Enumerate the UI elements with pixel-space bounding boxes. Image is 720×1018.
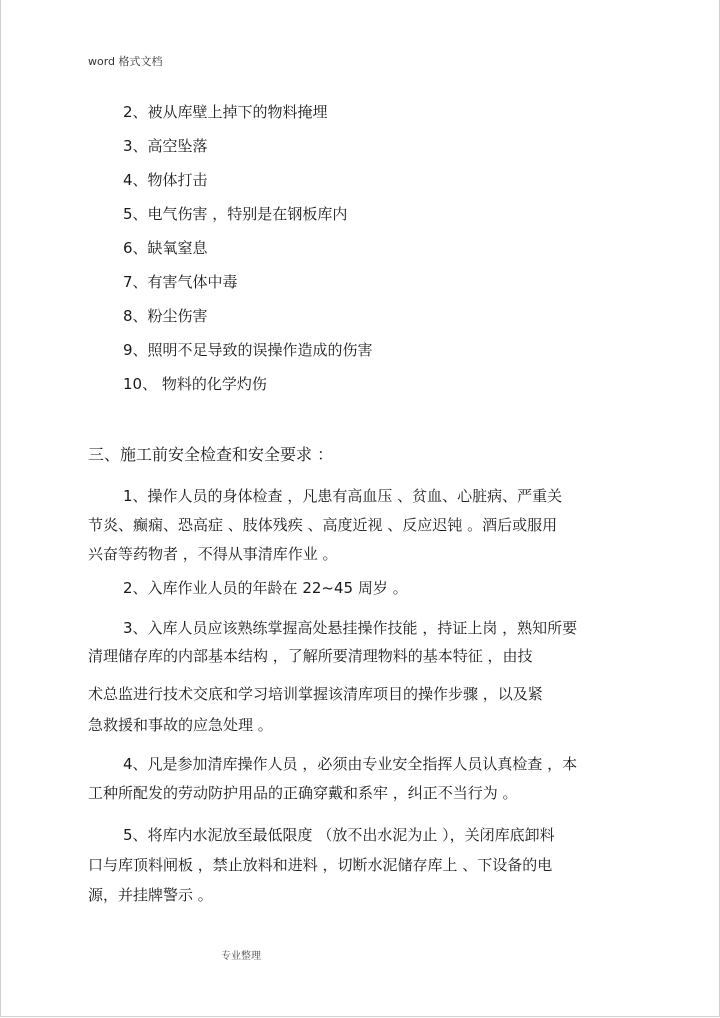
paragraph-line: 1、操作人员的身体检查 ，凡患有高血压 、贫血、心脏病、严重关 [123, 487, 563, 505]
list-item: 9、照明不足导致的误操作造成的伤害 [123, 341, 373, 359]
paragraph-line: 兴奋等药物者 ，不得从事清库作业 。 [88, 545, 338, 563]
paragraph-line: 急救援和事故的应急处理 。 [88, 716, 273, 734]
list-item: 10、 物料的化学灼伤 [123, 375, 267, 393]
list-item: 3、高空坠落 [123, 137, 208, 155]
list-item: 7、有害气体中毒 [123, 273, 238, 291]
list-item: 5、电气伤害 ，特别是在钢板库内 [123, 205, 348, 223]
page-footer: 专业整理 [221, 951, 261, 962]
list-item: 6、缺氧窒息 [123, 239, 208, 257]
list-item: 4、物体打击 [123, 171, 208, 189]
page-header: word 格式文档 [88, 55, 163, 68]
paragraph-line: 5、将库内水泥放至最低限度 （放不出水泥为止 ），关闭库底卸料 [123, 826, 555, 844]
paragraph-line: 术总监进行技术交底和学习培训掌握该清库项目的操作步骤 ，以及紧 [88, 685, 543, 703]
list-item: 2、被从库壁上掉下的物料掩埋 [123, 103, 328, 121]
section-heading: 三、施工前安全检查和安全要求 ： [88, 445, 334, 464]
paragraph-line: 工种所配发的劳动防护用品的正确穿戴和系牢 ，纠正不当行为 。 [88, 784, 518, 802]
paragraph-line: 4、凡是参加清库操作人员 ，必须由专业安全指挥人员认真检查 ，本 [123, 755, 578, 773]
paragraph-line: 清理储存库的内部基本结构 ，了解所要清理物料的基本特征 ，由技 [88, 647, 533, 665]
paragraph-line: 节炎、癫痫、恐高症 、肢体残疾 、高度近视 、反应迟钝 。酒后或服用 [88, 516, 558, 534]
paragraph-line: 2、入库作业人员的年龄在 22~45 周岁 。 [123, 579, 408, 597]
list-item: 8、粉尘伤害 [123, 307, 208, 325]
paragraph-line: 3、入库人员应该熟练掌握高处悬挂操作技能 ，持证上岗 ，熟知所要 [123, 619, 578, 637]
paragraph-line: 源，并挂牌警示 。 [88, 886, 213, 904]
paragraph-line: 口与库顶料闸板 ，禁止放料和进料 ，切断水泥储存库上 、下设备的电 [88, 856, 553, 874]
